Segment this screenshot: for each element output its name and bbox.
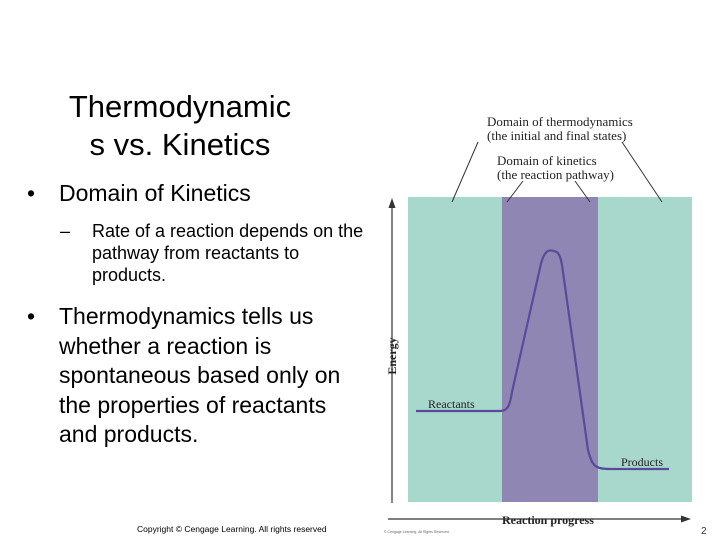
sub-bullet-glyph: –: [60, 221, 71, 241]
bullet-glyph: •: [27, 180, 36, 206]
thermo-pointer-right: [622, 142, 662, 202]
copyright-notice-small: © Cengage Learning. All Rights Reserved.: [384, 530, 450, 534]
x-axis-label: Reaction progress: [502, 513, 594, 527]
thermo-region-left: [408, 197, 502, 502]
slide-title-text: Thermodynamic s vs. Kinetics: [68, 89, 292, 162]
bullet-text: Thermodynamics tells us whether a reaction is spontaneous based only on the properties of reactants and products.: [59, 303, 341, 447]
x-axis-arrow: [681, 516, 691, 523]
products-label: Products: [621, 455, 663, 469]
domain-kinetics-line1: Domain of kinetics: [497, 153, 597, 168]
domain-thermo-line1: Domain of thermodynamics: [487, 114, 633, 129]
reactants-label: Reactants: [428, 397, 475, 411]
domain-kinetics-line2: (the reaction pathway): [497, 167, 614, 182]
copyright-notice: Copyright © Cengage Learning. All rights reserved: [137, 524, 327, 534]
bullet-text: Domain of Kinetics: [59, 180, 251, 206]
domain-thermo-line2: (the initial and final states): [487, 128, 627, 143]
y-axis-arrow: [389, 198, 396, 208]
y-axis-label: Energy: [385, 337, 399, 375]
thermo-pointer-left: [452, 142, 478, 202]
kinetics-region: [502, 197, 598, 502]
sub-bullet-text: Rate of a reaction depends on the pathway from reactants to products.: [92, 221, 364, 285]
slide-number: 2: [701, 526, 707, 537]
bullet-glyph: •: [27, 303, 36, 329]
